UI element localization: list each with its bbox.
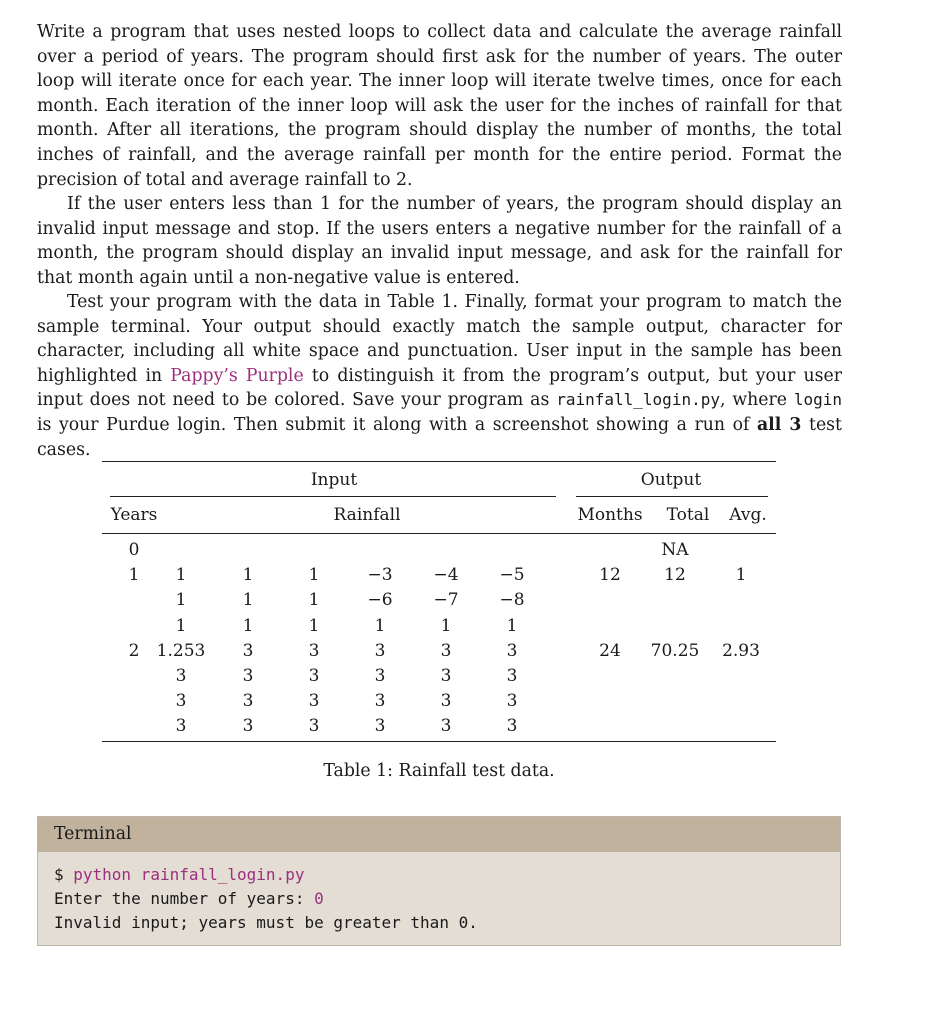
rainfall-cell: 3 bbox=[506, 666, 518, 686]
header-months: Months bbox=[577, 505, 643, 525]
rainfall-cell: 3 bbox=[175, 666, 187, 686]
terminal-command-input: python rainfall_login.py bbox=[73, 865, 305, 884]
terminal-line bbox=[54, 863, 840, 887]
filename-code: rainfall_login.py bbox=[556, 390, 720, 410]
rainfall-cell: 1 bbox=[242, 615, 254, 636]
rainfall-cell: −6 bbox=[367, 590, 393, 611]
rainfall-cell: 3 bbox=[308, 691, 320, 712]
paragraph-text: to distinguish it from the program’s output, but your user input does not need to be colored. Save your program as bbox=[37, 365, 842, 411]
avg-cell: 2.93 bbox=[722, 640, 760, 661]
rainfall-cell: −3 bbox=[367, 565, 393, 586]
rainfall-cell: 3 bbox=[440, 716, 452, 737]
rainfall-cell: 3 bbox=[175, 716, 187, 737]
terminal-output bbox=[38, 852, 840, 935]
terminal-user-input: 0 bbox=[314, 889, 324, 908]
months-cell: 24 bbox=[599, 640, 621, 661]
rainfall-cell: 3 bbox=[308, 666, 320, 686]
rainfall-cell: 3 bbox=[440, 691, 452, 712]
rainfall-cell: −7 bbox=[433, 590, 459, 611]
rainfall-cell: 1 bbox=[175, 615, 187, 636]
login-code: login bbox=[793, 390, 843, 410]
rainfall-cell: 1.253 bbox=[156, 640, 206, 661]
years-cell: 2 bbox=[128, 640, 140, 661]
table-top-rule bbox=[102, 461, 776, 462]
rainfall-cell: 3 bbox=[506, 640, 518, 661]
instructions-paragraph-2: If the user enters less than 1 for the number of years, the program should display an invalid input message and stop. If the users enters a negative number for the rainfall of a month, the program should display an invalid input message, and ask for the rainfall for that month again until a non-negative value is entered. bbox=[37, 194, 842, 288]
avg-cell: 1 bbox=[735, 565, 747, 586]
terminal-title: Terminal bbox=[38, 817, 840, 852]
terminal-line: Invalid input; years must be greater than 0. bbox=[54, 913, 478, 932]
instructions-paragraph-3 bbox=[37, 290, 842, 462]
total-cell: 70.25 bbox=[650, 640, 700, 661]
rainfall-cell: 1 bbox=[506, 615, 518, 636]
header-rainfall: Rainfall bbox=[333, 505, 401, 525]
rainfall-cell: 1 bbox=[440, 615, 452, 636]
rainfall-cell: 3 bbox=[175, 691, 187, 712]
rainfall-cell: 3 bbox=[440, 666, 452, 686]
rainfall-cell: 3 bbox=[308, 716, 320, 737]
rainfall-cell: −8 bbox=[499, 590, 525, 611]
instructions-paragraph-1: Write a program that uses nested loops to collect data and calculate the average rainfall over a period of years. The program should first ask for the number of years. The outer loop will iterate once for each year. The inner loop will iterate twelve times, once for each month. Each iteration of the inner loop will ask the user for the inches of rainfall for that month. After all iterations, the program should display the number of months, the total inches of rainfall, and the average rainfall per month for the entire period. Format the precision of total and average rainfall to 2. bbox=[37, 22, 842, 190]
years-cell: 0 bbox=[128, 540, 140, 560]
input-group-header: Input bbox=[310, 470, 358, 490]
rainfall-cell: 3 bbox=[506, 691, 518, 712]
rainfall-cell: 1 bbox=[308, 565, 320, 586]
rainfall-cell: 1 bbox=[175, 565, 187, 586]
rainfall-cell: −5 bbox=[499, 565, 525, 586]
rainfall-cell: 3 bbox=[242, 716, 254, 737]
paragraph-text: Test your program with the data in Table 1. Finally, format your program to match the sample terminal. Your output should exactly match the sample output, character for character, including all white space and punctuation. User input in the sample has been highlighted in bbox=[37, 292, 842, 386]
rainfall-cell: 3 bbox=[242, 666, 254, 686]
rainfall-cell: 3 bbox=[242, 640, 254, 661]
paragraph-text: , where bbox=[719, 390, 794, 411]
header-avg: Avg. bbox=[729, 505, 767, 525]
paragraph-text: test cases. bbox=[37, 414, 842, 460]
rainfall-cell: 3 bbox=[374, 640, 386, 661]
rainfall-cell: 3 bbox=[374, 716, 386, 737]
terminal-prompt: $ bbox=[54, 865, 74, 884]
rainfall-cell: 1 bbox=[308, 615, 320, 636]
rainfall-cell: −4 bbox=[433, 565, 459, 586]
bold-text: all 3 bbox=[756, 414, 802, 435]
rainfall-cell: 3 bbox=[506, 716, 518, 737]
rainfall-cell: 3 bbox=[308, 640, 320, 661]
rainfall-cell: 1 bbox=[242, 590, 254, 611]
paragraph-text: is your Purdue login. Then submit it along with a screenshot showing a run of bbox=[37, 414, 757, 435]
input-group-rule bbox=[110, 496, 556, 497]
years-cell: 1 bbox=[128, 565, 140, 586]
rainfall-cell: 3 bbox=[440, 640, 452, 661]
terminal-prompt-text: Enter the number of years: bbox=[54, 889, 315, 908]
rainfall-cell: 1 bbox=[374, 615, 386, 636]
rainfall-cell: 1 bbox=[242, 565, 254, 586]
rainfall-cell: 3 bbox=[374, 666, 386, 686]
pappys-purple-text: Pappy’s Purple bbox=[170, 365, 304, 386]
header-total: Total bbox=[666, 505, 710, 525]
output-group-header: Output bbox=[640, 470, 702, 490]
output-group-rule bbox=[576, 496, 768, 497]
total-cell: 12 bbox=[664, 565, 686, 586]
total-cell: NA bbox=[661, 540, 689, 560]
rainfall-cell: 1 bbox=[308, 590, 320, 611]
rainfall-cell: 1 bbox=[175, 590, 187, 611]
terminal-box bbox=[37, 816, 841, 946]
header-rule bbox=[102, 533, 776, 534]
table-bottom-rule bbox=[102, 741, 776, 742]
terminal-line bbox=[54, 887, 840, 911]
rainfall-cell: 3 bbox=[242, 691, 254, 712]
header-years: Years bbox=[110, 505, 158, 525]
months-cell: 12 bbox=[599, 565, 621, 586]
table-caption: Table 1: Rainfall test data. bbox=[323, 761, 555, 781]
rainfall-cell: 3 bbox=[374, 691, 386, 712]
